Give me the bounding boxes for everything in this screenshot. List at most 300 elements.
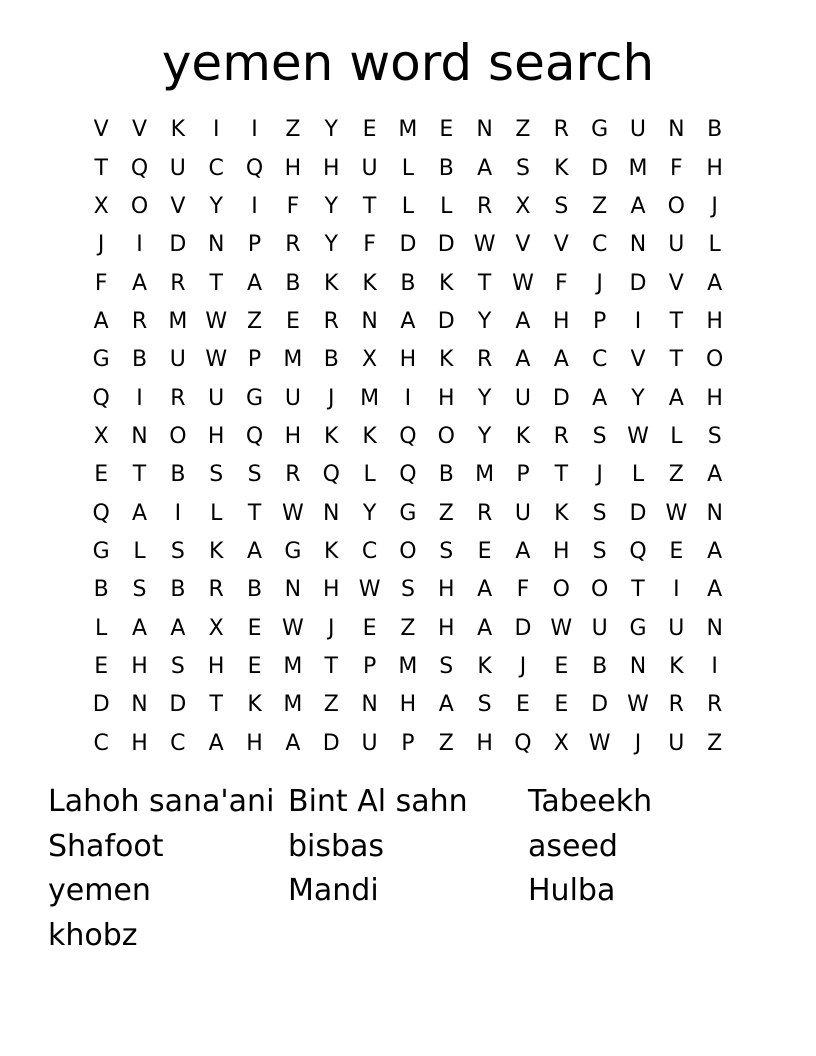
grid-letter: M bbox=[398, 653, 418, 679]
grid-letter: A bbox=[400, 308, 416, 334]
grid-letter: D bbox=[437, 308, 455, 334]
grid-letter: A bbox=[170, 615, 186, 641]
grid-letter: W bbox=[205, 308, 228, 334]
grid-letter: S bbox=[170, 653, 185, 679]
grid-row bbox=[82, 149, 734, 187]
grid-letter: R bbox=[285, 462, 301, 488]
grid-letter: D bbox=[552, 385, 570, 411]
grid-letter: M bbox=[398, 117, 418, 143]
grid-letter: G bbox=[92, 347, 110, 373]
grid-letter: G bbox=[591, 117, 609, 143]
grid-letter: U bbox=[208, 385, 225, 411]
grid-letter: A bbox=[630, 193, 646, 219]
grid-letter: U bbox=[668, 730, 685, 756]
grid-letter: I bbox=[673, 577, 680, 603]
grid-letter: X bbox=[93, 193, 109, 219]
grid-row bbox=[82, 571, 734, 609]
grid-letter: A bbox=[515, 347, 531, 373]
grid-letter: V bbox=[170, 193, 186, 219]
grid-letter: Z bbox=[438, 500, 454, 526]
grid-letter: A bbox=[668, 385, 684, 411]
grid-letter: D bbox=[629, 270, 647, 296]
grid-letter: U bbox=[668, 615, 685, 641]
grid-letter: S bbox=[707, 423, 722, 449]
grid-letter: J bbox=[97, 232, 105, 258]
grid-letter: E bbox=[94, 462, 109, 488]
word-bank-item: khobz bbox=[48, 917, 138, 953]
grid-letter: G bbox=[92, 538, 110, 564]
grid-letter: S bbox=[132, 577, 147, 603]
grid-letter: V bbox=[630, 347, 646, 373]
grid-letter: A bbox=[707, 538, 723, 564]
grid-letter: H bbox=[284, 155, 302, 181]
grid-letter: K bbox=[170, 117, 186, 143]
grid-row bbox=[82, 341, 734, 379]
grid-letter: Z bbox=[438, 730, 454, 756]
grid-letter: E bbox=[439, 117, 454, 143]
grid-letter: F bbox=[554, 270, 568, 296]
grid-letter: L bbox=[363, 462, 376, 488]
grid-letter: C bbox=[361, 538, 378, 564]
grid-letter: H bbox=[553, 308, 570, 334]
word-bank-item: Lahoh sana'ani bbox=[48, 784, 275, 819]
grid-letter: A bbox=[592, 385, 608, 411]
grid-letter: O bbox=[667, 193, 685, 219]
grid-letter: B bbox=[323, 347, 339, 373]
grid-letter: R bbox=[707, 692, 723, 718]
grid-letter: M bbox=[628, 155, 648, 181]
grid-letter: K bbox=[515, 423, 531, 449]
grid-letter: H bbox=[246, 730, 263, 756]
grid-letter: R bbox=[285, 232, 301, 258]
grid-letter: U bbox=[629, 117, 647, 143]
grid-letter: G bbox=[284, 538, 302, 564]
grid-letter: G bbox=[246, 385, 264, 411]
grid-letter: D bbox=[437, 232, 455, 258]
grid-letter: L bbox=[631, 462, 645, 488]
grid-letter: E bbox=[247, 615, 262, 641]
grid-letter: Y bbox=[477, 308, 492, 334]
grid-letter: C bbox=[208, 155, 224, 181]
grid-letter: J bbox=[327, 385, 335, 411]
grid-letter: Q bbox=[514, 730, 532, 756]
grid-letter: K bbox=[477, 653, 492, 679]
grid-letter: S bbox=[515, 155, 530, 181]
grid-letter: E bbox=[285, 308, 300, 334]
grid-letter: N bbox=[706, 500, 723, 526]
grid-letter: K bbox=[362, 423, 377, 449]
grid-letter: C bbox=[591, 347, 608, 373]
grid-letter: B bbox=[438, 462, 454, 488]
grid-letter: I bbox=[711, 653, 718, 679]
grid-letter: S bbox=[439, 653, 454, 679]
grid-row bbox=[82, 111, 734, 149]
grid-letter: A bbox=[438, 692, 454, 718]
grid-letter: S bbox=[592, 423, 607, 449]
grid-letter: N bbox=[131, 692, 148, 718]
grid-letter: S bbox=[439, 538, 454, 564]
grid-letter: R bbox=[476, 500, 493, 526]
word-bank-item: Mandi bbox=[288, 873, 379, 908]
grid-letter: T bbox=[209, 270, 223, 296]
grid-letter: N bbox=[629, 232, 647, 258]
grid-letter: L bbox=[708, 232, 721, 258]
grid-row bbox=[82, 494, 734, 532]
grid-letter: F bbox=[286, 193, 300, 219]
grid-letter: Q bbox=[92, 385, 110, 411]
grid-letter: I bbox=[174, 500, 182, 526]
grid-letter: K bbox=[324, 270, 339, 296]
grid-letter: E bbox=[362, 615, 377, 641]
grid-letter: S bbox=[592, 500, 607, 526]
grid-row bbox=[82, 188, 734, 226]
grid-letter: R bbox=[476, 193, 493, 219]
grid-letter: I bbox=[251, 193, 258, 219]
grid-letter: T bbox=[324, 653, 338, 679]
grid-letter: D bbox=[169, 692, 187, 718]
grid-letter: Y bbox=[477, 423, 492, 449]
grid-letter: N bbox=[284, 577, 302, 603]
grid-letter: L bbox=[95, 615, 108, 641]
grid-letter: Q bbox=[399, 462, 417, 488]
grid-letter: Z bbox=[285, 117, 301, 143]
grid-letter: J bbox=[596, 270, 603, 296]
letter-grid bbox=[82, 111, 734, 763]
grid-letter: A bbox=[477, 615, 493, 641]
grid-letter: F bbox=[94, 270, 108, 296]
grid-letter: V bbox=[553, 232, 569, 258]
grid-letter: O bbox=[437, 423, 455, 449]
grid-letter: P bbox=[247, 232, 262, 258]
grid-letter: E bbox=[94, 653, 109, 679]
grid-letter: A bbox=[515, 538, 531, 564]
grid-letter: L bbox=[670, 423, 683, 449]
grid-letter: W bbox=[512, 270, 534, 296]
grid-letter: U bbox=[361, 155, 378, 181]
grid-letter: S bbox=[554, 193, 569, 219]
grid-letter: W bbox=[473, 232, 496, 258]
grid-letter: N bbox=[207, 232, 225, 258]
grid-letter: T bbox=[669, 308, 684, 334]
grid-letter: R bbox=[476, 347, 493, 373]
grid-letter: K bbox=[324, 423, 339, 449]
grid-letter: L bbox=[401, 193, 415, 219]
grid-letter: P bbox=[247, 347, 262, 373]
word-bank-item: bisbas bbox=[288, 828, 385, 864]
grid-letter: V bbox=[668, 270, 684, 296]
grid-letter: S bbox=[170, 538, 185, 564]
grid-letter: X bbox=[93, 423, 109, 449]
grid-row bbox=[82, 303, 734, 341]
grid-letter: A bbox=[515, 308, 531, 334]
grid-letter: G bbox=[399, 500, 417, 526]
grid-letter: W bbox=[282, 500, 304, 526]
grid-letter: N bbox=[131, 423, 148, 449]
grid-letter: J bbox=[327, 615, 335, 641]
word-bank-item: yemen bbox=[48, 873, 151, 908]
grid-letter: L bbox=[440, 193, 453, 219]
grid-letter: W bbox=[665, 500, 688, 526]
word-bank bbox=[48, 780, 768, 958]
grid-letter: H bbox=[207, 653, 225, 679]
grid-letter: N bbox=[361, 308, 378, 334]
grid-letter: D bbox=[591, 155, 609, 181]
grid-letter: M bbox=[283, 692, 303, 718]
grid-letter: A bbox=[131, 500, 148, 526]
grid-letter: B bbox=[170, 462, 186, 488]
grid-letter: H bbox=[437, 385, 455, 411]
grid-letter: H bbox=[706, 155, 723, 181]
grid-letter: H bbox=[399, 692, 417, 718]
grid-letter: H bbox=[284, 423, 302, 449]
grid-letter: M bbox=[283, 347, 303, 373]
grid-letter: O bbox=[399, 538, 417, 564]
grid-letter: A bbox=[477, 155, 493, 181]
grid-letter: Y bbox=[477, 385, 492, 411]
grid-letter: A bbox=[131, 270, 148, 296]
grid-letter: S bbox=[477, 692, 492, 718]
grid-letter: X bbox=[515, 193, 531, 219]
grid-letter: T bbox=[669, 347, 684, 373]
grid-letter: J bbox=[519, 653, 527, 679]
grid-letter: I bbox=[136, 385, 143, 411]
grid-row bbox=[82, 379, 734, 417]
grid-letter: O bbox=[552, 577, 570, 603]
grid-letter: K bbox=[362, 270, 377, 296]
grid-letter: A bbox=[477, 577, 493, 603]
grid-letter: B bbox=[131, 347, 148, 373]
grid-letter: S bbox=[209, 462, 224, 488]
grid-letter: V bbox=[515, 232, 531, 258]
grid-letter: L bbox=[133, 538, 146, 564]
grid-letter: S bbox=[592, 538, 607, 564]
grid-letter: T bbox=[247, 500, 262, 526]
grid-letter: N bbox=[668, 117, 685, 143]
grid-letter: C bbox=[591, 232, 608, 258]
grid-letter: D bbox=[591, 692, 609, 718]
grid-letter: E bbox=[362, 117, 377, 143]
grid-letter: D bbox=[629, 500, 647, 526]
word-bank-item: Hulba bbox=[528, 873, 616, 908]
grid-letter: Z bbox=[515, 117, 531, 143]
grid-letter: N bbox=[706, 615, 723, 641]
grid-letter: H bbox=[437, 577, 455, 603]
grid-letter: U bbox=[514, 385, 531, 411]
grid-letter: A bbox=[553, 347, 569, 373]
grid-letter: E bbox=[554, 692, 569, 718]
grid-letter: V bbox=[131, 117, 148, 143]
grid-letter: U bbox=[169, 347, 186, 373]
grid-letter: A bbox=[131, 615, 148, 641]
grid-letter: W bbox=[627, 692, 649, 718]
grid-letter: O bbox=[706, 347, 724, 373]
grid-letter: K bbox=[247, 692, 262, 718]
grid-letter: K bbox=[208, 538, 224, 564]
grid-letter: Y bbox=[631, 385, 645, 411]
grid-letter: P bbox=[401, 730, 415, 756]
grid-letter: R bbox=[668, 692, 684, 718]
grid-letter: B bbox=[170, 577, 186, 603]
grid-letter: O bbox=[130, 193, 149, 219]
grid-row bbox=[82, 418, 734, 456]
grid-letter: Y bbox=[324, 117, 338, 143]
grid-letter: P bbox=[362, 653, 377, 679]
grid-letter: K bbox=[439, 270, 454, 296]
grid-letter: I bbox=[251, 117, 258, 143]
grid-letter: Q bbox=[130, 155, 149, 181]
grid-letter: M bbox=[475, 462, 495, 488]
grid-letter: B bbox=[285, 270, 301, 296]
grid-letter: K bbox=[324, 538, 339, 564]
grid-letter: T bbox=[477, 270, 492, 296]
grid-letter: Z bbox=[247, 308, 263, 334]
grid-letter: A bbox=[707, 462, 723, 488]
grid-letter: L bbox=[401, 155, 415, 181]
grid-letter: U bbox=[284, 385, 301, 411]
grid-letter: R bbox=[170, 270, 186, 296]
grid-letter: W bbox=[627, 423, 649, 449]
grid-letter: C bbox=[170, 730, 186, 756]
grid-letter: M bbox=[283, 653, 303, 679]
grid-letter: A bbox=[707, 577, 723, 603]
grid-letter: P bbox=[516, 462, 530, 488]
grid-letter: I bbox=[634, 308, 642, 334]
grid-letter: A bbox=[247, 270, 263, 296]
grid-letter: A bbox=[707, 270, 723, 296]
grid-letter: Q bbox=[245, 155, 264, 181]
grid-letter: N bbox=[476, 117, 493, 143]
grid-letter: U bbox=[514, 500, 531, 526]
grid-row bbox=[82, 648, 734, 686]
grid-letter: S bbox=[400, 577, 415, 603]
grid-letter: J bbox=[596, 462, 603, 488]
grid-letter: O bbox=[590, 577, 609, 603]
grid-letter: F bbox=[363, 232, 376, 258]
grid-letter: E bbox=[516, 692, 530, 718]
grid-letter: U bbox=[591, 615, 608, 641]
grid-letter: W bbox=[588, 730, 611, 756]
grid-row bbox=[82, 609, 734, 647]
grid-letter: S bbox=[247, 462, 262, 488]
grid-letter: H bbox=[706, 385, 723, 411]
grid-letter: T bbox=[132, 462, 147, 488]
grid-letter: X bbox=[362, 347, 378, 373]
grid-letter: H bbox=[131, 653, 148, 679]
grid-row bbox=[82, 264, 734, 302]
grid-letter: Z bbox=[400, 615, 416, 641]
grid-letter: W bbox=[550, 615, 573, 641]
grid-letter: E bbox=[477, 538, 492, 564]
grid-letter: N bbox=[361, 692, 378, 718]
grid-letter: A bbox=[247, 538, 263, 564]
grid-letter: Q bbox=[92, 500, 110, 526]
grid-letter: B bbox=[247, 577, 263, 603]
grid-letter: M bbox=[360, 385, 380, 411]
grid-row bbox=[82, 725, 734, 763]
grid-letter: E bbox=[247, 653, 262, 679]
grid-letter: D bbox=[514, 615, 532, 641]
grid-row bbox=[82, 533, 734, 571]
grid-letter: O bbox=[169, 423, 187, 449]
grid-letter: J bbox=[711, 193, 718, 219]
grid-letter: E bbox=[669, 538, 684, 564]
grid-letter: H bbox=[322, 155, 340, 181]
grid-letter: E bbox=[554, 653, 569, 679]
grid-letter: Y bbox=[324, 232, 338, 258]
grid-letter: P bbox=[593, 308, 607, 334]
grid-letter: R bbox=[323, 308, 339, 334]
grid-letter: Z bbox=[323, 692, 339, 718]
grid-letter: L bbox=[210, 500, 223, 526]
grid-letter: B bbox=[438, 155, 454, 181]
grid-letter: Z bbox=[668, 462, 684, 488]
grid-letter: Z bbox=[592, 193, 608, 219]
grid-letter: W bbox=[358, 577, 381, 603]
grid-letter: Y bbox=[209, 193, 223, 219]
grid-letter: Z bbox=[707, 730, 723, 756]
grid-letter: Q bbox=[245, 423, 264, 449]
grid-letter: H bbox=[553, 538, 570, 564]
grid-letter: T bbox=[631, 577, 645, 603]
grid-letter: R bbox=[208, 577, 224, 603]
grid-letter: J bbox=[634, 730, 642, 756]
grid-letter: U bbox=[361, 730, 378, 756]
grid-letter: H bbox=[131, 730, 148, 756]
grid-letter: Q bbox=[399, 423, 417, 449]
grid-letter: H bbox=[706, 308, 723, 334]
grid-letter: Q bbox=[629, 538, 647, 564]
grid-letter: A bbox=[285, 730, 301, 756]
grid-letter: G bbox=[629, 615, 647, 641]
grid-letter: Y bbox=[324, 193, 338, 219]
grid-letter: B bbox=[592, 653, 608, 679]
grid-letter: M bbox=[168, 308, 188, 334]
grid-letter: X bbox=[553, 730, 569, 756]
word-bank-item: Bint Al sahn bbox=[288, 784, 468, 819]
grid-letter: C bbox=[93, 730, 109, 756]
grid-letter: B bbox=[707, 117, 723, 143]
word-bank-item: Tabeekh bbox=[528, 784, 653, 819]
grid-letter: T bbox=[362, 193, 377, 219]
grid-letter: D bbox=[322, 730, 340, 756]
grid-letter: A bbox=[208, 730, 224, 756]
grid-letter: U bbox=[169, 155, 186, 181]
grid-letter: N bbox=[323, 500, 340, 526]
word-bank-item: Shafoot bbox=[48, 828, 164, 864]
grid-letter: Q bbox=[322, 462, 340, 488]
grid-letter: H bbox=[437, 615, 455, 641]
grid-letter: K bbox=[554, 500, 569, 526]
grid-letter: H bbox=[399, 347, 417, 373]
grid-row bbox=[82, 226, 734, 264]
grid-row bbox=[82, 686, 734, 724]
grid-letter: D bbox=[92, 692, 110, 718]
grid-letter: W bbox=[282, 615, 304, 641]
grid-letter: R bbox=[553, 117, 569, 143]
grid-letter: F bbox=[516, 577, 530, 603]
grid-letter: F bbox=[670, 155, 683, 181]
grid-letter: V bbox=[93, 117, 109, 143]
grid-letter: A bbox=[93, 308, 109, 334]
grid-letter: H bbox=[322, 577, 340, 603]
grid-letter: K bbox=[669, 653, 684, 679]
grid-letter: T bbox=[209, 692, 223, 718]
grid-letter: U bbox=[668, 232, 685, 258]
word-bank-item: aseed bbox=[528, 828, 618, 864]
grid-letter: T bbox=[94, 155, 108, 181]
grid-letter: T bbox=[554, 462, 569, 488]
grid-letter: N bbox=[629, 653, 647, 679]
